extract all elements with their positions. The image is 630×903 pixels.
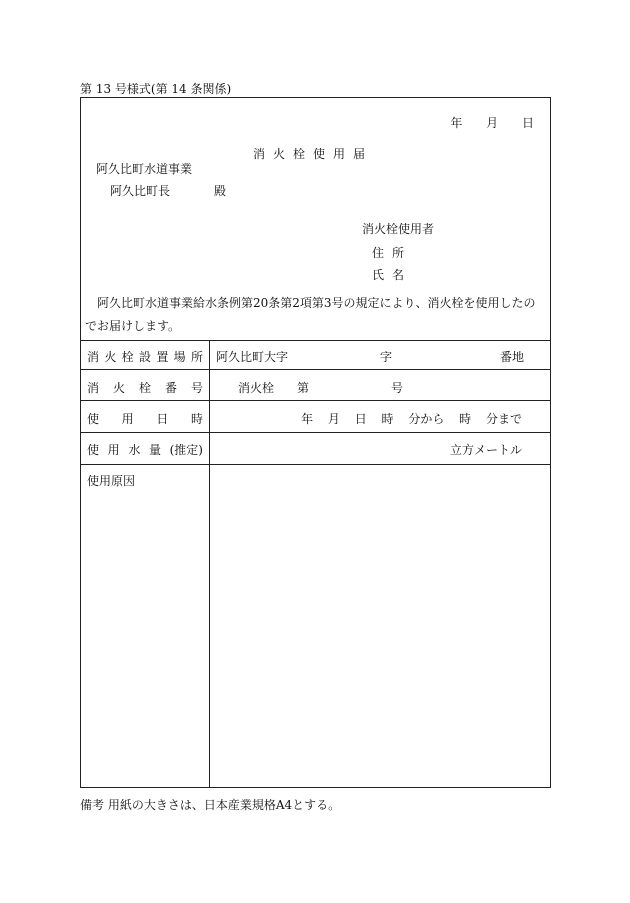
label-char: (推定) [169, 443, 203, 457]
label-char: 消 [87, 381, 100, 395]
table-rule [81, 432, 550, 433]
location-prefix: 阿久比町大字 [216, 350, 289, 364]
label-char: 号 [190, 381, 203, 395]
footnote: 備考 用紙の大きさは、日本産業規格A4とする。 [80, 798, 341, 812]
table-rule [81, 464, 550, 465]
applicant-title: 消火栓使用者 [362, 222, 435, 236]
addressee-organization: 阿久比町水道事業 [96, 162, 193, 176]
document-title: 消火栓使用届 [253, 147, 374, 161]
form-number: 第 13 号様式(第 14 条関係) [80, 82, 232, 96]
label-char: 量 [148, 443, 161, 457]
body-text: 阿久比町水道事業給水条例第20条第2項第3号の規定により、消火栓を使用したのでお届けします。 [85, 296, 536, 333]
label-char: 消 [87, 350, 100, 364]
table-column-divider [209, 340, 210, 787]
datetime-label [87, 410, 203, 427]
datetime-field[interactable]: 年 月 日 時 分から 時 分まで [301, 412, 522, 426]
label-char: 設 [138, 350, 151, 364]
label-char: 時 [190, 412, 203, 426]
label-char: 日 [156, 412, 169, 426]
label-char: 栓 [138, 381, 151, 395]
label-char: 所 [190, 350, 203, 364]
label-char: 用 [107, 443, 120, 457]
label-char: 火 [112, 381, 125, 395]
table-rule [81, 369, 550, 370]
label-char: 使 [87, 412, 100, 426]
table-rule [81, 400, 550, 401]
location-aza-field[interactable]: 字 [380, 350, 393, 364]
addressee-person: 阿久比町長 [110, 184, 171, 198]
hydrant-prefix: 消火栓 [238, 381, 275, 395]
label-char: 番 [164, 381, 177, 395]
form-frame [80, 97, 551, 788]
label-char: 使 [87, 443, 100, 457]
hydrant-number-label [87, 379, 203, 396]
applicant-name-field[interactable]: 氏名 [372, 268, 413, 282]
applicant-address-field[interactable]: 住所 [372, 246, 413, 260]
reason-field[interactable] [216, 472, 546, 782]
table-top-rule [81, 340, 550, 341]
location-label [87, 348, 203, 365]
volume-label [87, 441, 203, 458]
label-char: 栓 [121, 350, 134, 364]
date-line[interactable]: 年 月 日 [450, 116, 534, 130]
hydrant-dai: 第 [297, 381, 310, 395]
volume-field[interactable]: 立方メートル [449, 443, 522, 457]
label-char: 水 [128, 443, 141, 457]
label-char: 火 [104, 350, 117, 364]
honorific: 殿 [214, 184, 227, 198]
reason-label: 使用原因 [87, 474, 136, 488]
label-char: 場 [173, 350, 186, 364]
label-char: 用 [121, 412, 134, 426]
hydrant-number-field[interactable]: 号 [391, 381, 404, 395]
label-char: 置 [156, 350, 169, 364]
location-banchi-field[interactable]: 番地 [500, 350, 525, 364]
